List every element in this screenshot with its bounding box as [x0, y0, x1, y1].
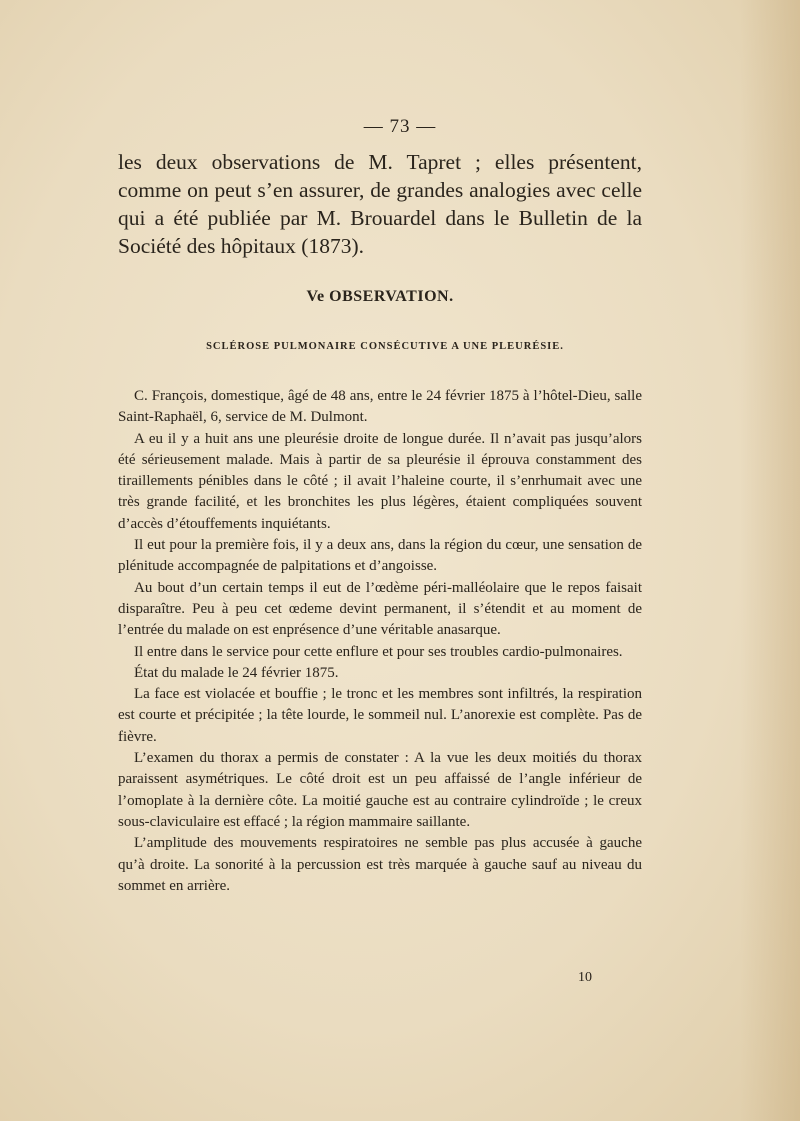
- paragraph: Il eut pour la première fois, il y a deux ans, dans la région du cœur, une sensation de plénitude accompagnée de palpitations et d’angoisse.: [118, 537, 642, 575]
- paragraph: L’examen du thorax a permis de constater : A la vue les deux moitiés du thorax paraissent asymétriques. Le côté droit est un peu affaissé de l’angle inférieur de l’omoplate à la dernière côte. La moitié gauche est au contraire cylindroïde ; le creux sous-claviculaire est effacé ; la région mammaire saillante.: [118, 750, 642, 830]
- signature-mark: 10: [578, 970, 592, 985]
- paragraph: Il entre dans le service pour cette enflure et pour ses troubles cardio-pulmonaires.: [134, 643, 623, 660]
- paragraph: A eu il y a huit ans une pleurésie droite de longue durée. Il n’avait pas jusqu’alors été sérieusement malade. Mais à partir de sa pleurésie il éprouva constamment des tiraillements pénibles dans le côté ; il avait l’haleine courte, il s’enrhumait avec une très grande facilité, et les bronchites les plus légères, étaient compliquées souvent d’accès d’étouffements inquiétants.: [118, 430, 642, 532]
- paragraph: État du malade le 24 février 1875.: [134, 664, 339, 681]
- paragraph: Au bout d’un certain temps il eut de l’œdème péri-malléolaire que le repos faisait disparaître. Peu à peu cet œdeme devint permanent, il s’étendit et au moment de l’entrée du malade on est enprésence d’une véritable anasarque.: [118, 579, 642, 639]
- observation-body: [118, 386, 642, 897]
- observation-subtitle: SCLÉROSE PULMONAIRE CONSÉCUTIVE A UNE PLEURÉSIE.: [206, 341, 564, 352]
- page-number: — 73 —: [363, 116, 437, 137]
- intro-paragraph: les deux observations de M. Tapret ; elles présentent, comme on peut s’en assurer, de grandes analogies avec celle qui a été publiée par M. Brouardel dans le Bulletin de la Société des hôpitaux (1873).: [118, 150, 642, 258]
- paragraph: La face est violacée et bouffie ; le tronc et les membres sont infiltrés, la respiration est courte et précipitée ; la tête lourde, le sommeil nul. L’anorexie est complète. Pas de fièvre.: [118, 686, 642, 745]
- paragraph: C. François, domestique, âgé de 48 ans, entre le 24 février 1875 à l’hôtel-Dieu, salle Saint-Raphaël, 6, service de M. Dulmont.: [118, 388, 642, 426]
- paragraph: L’amplitude des mouvements respiratoires ne semble pas plus accusée à gauche qu’à droite. La sonorité à la percussion est très marquée à gauche sauf au niveau du sommet en arrière.: [118, 835, 642, 894]
- observation-title: Ve OBSERVATION.: [306, 288, 454, 305]
- page-edge-shadow: [740, 0, 800, 1121]
